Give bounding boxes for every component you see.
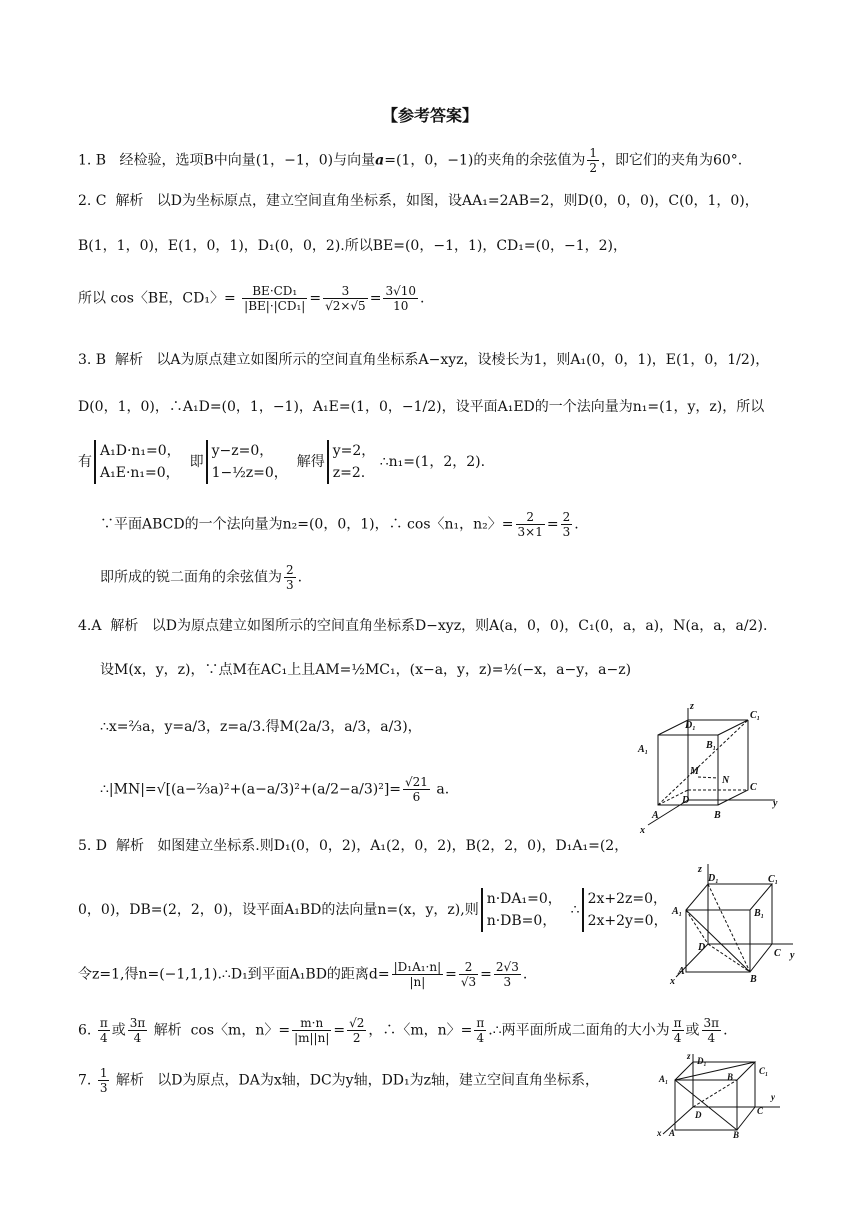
vector-a: a (375, 152, 385, 169)
answer-number: 6. (78, 1022, 92, 1039)
cube-figure-q5 (668, 862, 803, 984)
analysis-tag: 解析 (115, 352, 144, 368)
fraction: $\frac{\pi}{4}$ (99, 1016, 108, 1045)
answer-text: 经检验，选项B中向量(1，−1，0)与向量 (119, 152, 376, 169)
answer-3-line1 (78, 350, 769, 370)
svg-text:B: B (714, 810, 721, 821)
fraction: $\frac{3}{√2\times√5}$ (325, 284, 366, 313)
fraction: $\frac{2}{3}$ (562, 510, 571, 539)
equation-system: y−z=0， 1−½z=0， (206, 440, 288, 484)
answer-text: ∴n₁=(1，2，2). (379, 454, 486, 470)
svg-text:M: M (690, 766, 699, 777)
svg-text:B: B (750, 974, 757, 984)
svg-text:D₁: D₁ (685, 720, 696, 731)
svg-text:y: y (790, 950, 795, 961)
svg-text:z: z (690, 701, 694, 712)
fraction: $\frac{2√3}{3}$ (495, 960, 519, 989)
svg-text:C₁: C₁ (759, 1066, 769, 1076)
svg-text:C: C (750, 782, 757, 793)
svg-text:y: y (771, 1092, 775, 1102)
fraction: $\frac{\pi}{4}$ (673, 1016, 682, 1045)
answer-text: 以A为原点建立如图所示的空间直角坐标系A−xyz，设棱长为1，则A₁(0，0，1)，E(1，0，1/2)， (156, 352, 770, 368)
analysis-tag: 解析 (115, 193, 144, 209)
answer-2-line3: 所以 cos〈BE，CD₁〉= $\frac{\text{BE·CD₁}}{\text{|BE|·|CD₁|}}$ = $\frac{3}{√2\times√5}$ = $\frac{3√10}{10}$ . (78, 284, 425, 313)
svg-text:A₁: A₁ (638, 744, 649, 755)
fraction: $\frac{3\pi}{4}$ (129, 1016, 146, 1045)
svg-text:D: D (695, 1110, 702, 1120)
answer-6: 6. $\frac{\pi}{4}$ 或 $\frac{3\pi}{4}$ 解析 cos〈m，n〉= $\frac{m\cdot n}{|m||n|}$ = $\frac{√2}{2}$ ，∴〈m，n〉= $\frac{\pi}{4}$ .∴两平面所成二面角的大小为 $\frac{\pi}{4}$ 或 $\frac{3\pi}{4}$ . (78, 1016, 728, 1045)
analysis-tag: 解析 (153, 1022, 182, 1039)
answer-2-line1 (78, 191, 759, 211)
answer-text: 0，0)，DB=(2，2，0)，设平面A₁BD的法向量n=(x，y，z),则 (78, 902, 479, 918)
fraction: $\frac{2}{3}$ (286, 563, 294, 592)
answer-4-line2: 设M(x，y，z)，∵点M在AC₁上且AM=½MC₁，(x−a，y，z)=½(−x，a−y，a−z) (100, 662, 632, 678)
equation-system: y=2， z=2. (327, 440, 376, 484)
equation-system: n·DA₁=0， n·DB=0， (481, 888, 562, 932)
answer-text: 以D为原点，DA为x轴，DC为y轴，DD₁为z轴，建立空间直角坐标系， (157, 1072, 600, 1089)
page-title: 【参考答案】 (381, 106, 478, 125)
svg-text:B₁: B₁ (706, 740, 717, 751)
fraction: $\frac{\text{|D₁A₁·n|}}{|n|}$ (393, 960, 442, 989)
analysis-tag: 解析 (115, 1072, 144, 1089)
fraction: $\frac{\text{BE·CD₁}}{\text{|BE|·|CD₁|}}$ (244, 284, 306, 313)
svg-text:B: B (727, 1072, 734, 1082)
svg-text:x: x (670, 976, 675, 984)
answer-number: 5. D (78, 838, 108, 854)
answer-5-line2: 0，0)，DB=(2，2，0)，设平面A₁BD的法向量n=(x，y，z),则n·DA₁=0， n·DB=0， ∴2x+2z=0， 2x+2y=0， (78, 888, 668, 932)
svg-text:z: z (687, 1052, 691, 1061)
svg-text:y: y (773, 798, 778, 809)
svg-text:A₁: A₁ (659, 1074, 669, 1084)
answer-5-line3: 令z=1,得n=(−1,1,1).∴D₁到平面A₁BD的距离d= $\frac{\text{|D₁A₁·n|}}{|n|}$ = $\frac{2}{√3}$ = $\frac{2√3}{3}$ . (78, 960, 528, 989)
fraction: $\frac{3√10}{10}$ (385, 284, 416, 313)
answer-4-line3: ∴x=⅔a，y=a/3，z=a/3.得M(2a/3，a/3，a/3)， (100, 719, 422, 735)
answer-text: .∴两平面所成二面角的大小为 (488, 1022, 670, 1039)
answer-3-line2: D(0，1，0)，∴A₁D=(0，1，−1)，A₁E=(1，0，−1/2)，设平面A₁ED的一个法向量为n₁=(1，y，z)，所以 (78, 399, 765, 415)
fraction: $\frac{1}{3}$ (99, 1066, 108, 1095)
svg-text:x: x (657, 1128, 662, 1138)
svg-text:A₁: A₁ (672, 906, 683, 917)
fraction: $\frac{3\pi}{4}$ (703, 1016, 720, 1045)
answer-3-line3 (78, 440, 485, 484)
analysis-tag: 解析 (115, 838, 144, 854)
equation-system: A₁D·n₁=0， A₁E·n₁=0， (94, 440, 181, 484)
answer-number: 2. C (78, 193, 107, 209)
answer-1 (78, 146, 742, 175)
svg-text:x: x (640, 825, 645, 835)
answer-text: 令z=1,得n=(−1,1,1).∴D₁到平面A₁BD的距离d= (78, 966, 390, 983)
cube-figure-q7 (655, 1052, 790, 1138)
fraction: $\frac{1}{2}$ (589, 146, 597, 175)
answer-text: 即所成的锐二面角的余弦值为 (100, 569, 282, 586)
fraction: $\frac{√2}{2}$ (349, 1016, 365, 1045)
analysis-tag: 解析 (110, 618, 139, 634)
answer-3-line4: ∵平面ABCD的一个法向量为n₂=(0，0，1)，∴ cos〈n₁，n₂〉= $\frac{2}{3\times 1}$ = $\frac{2}{3}$ . (100, 510, 579, 539)
answer-text: ∵平面ABCD的一个法向量为n₂=(0，0，1)，∴ cos〈n₁，n₂〉= (100, 516, 514, 533)
answer-number: 7. (78, 1072, 92, 1089)
svg-text:N: N (722, 775, 730, 786)
answer-text: 以D为坐标原点，建立空间直角坐标系，如图，设AA₁=2AB=2，则D(0，0，0)，C(0，1，0)， (156, 193, 759, 209)
fraction: $\frac{2}{√3}$ (460, 960, 477, 989)
svg-text:C₁: C₁ (768, 874, 779, 885)
answer-number: 4.A (78, 618, 102, 634)
answer-3-line5: 即所成的锐二面角的余弦值为 $\frac{2}{3}$ . (100, 563, 303, 592)
cube-figure-q4 (630, 700, 785, 835)
svg-text:C: C (774, 948, 781, 959)
fraction: $\frac{√21}{6}$ (405, 775, 428, 804)
answer-text: 解得 (296, 454, 325, 470)
answer-4-line1 (78, 616, 767, 636)
svg-text:B: B (733, 1130, 740, 1138)
svg-text:C: C (757, 1106, 764, 1116)
answer-7 (78, 1066, 599, 1095)
svg-text:D₁: D₁ (697, 1056, 707, 1066)
svg-text:C₁: C₁ (750, 710, 761, 721)
answer-2-line2: B(1，1，0)，E(1，0，1)，D₁(0，0，2).所以BE=(0，−1，1)，CD₁=(0，−1，2)， (78, 238, 627, 254)
answer-text: 以D为原点建立如图所示的空间直角坐标系D−xyz，则A(a，0，0)，C₁(0，a，a)，N(a，a，a/2). (151, 618, 768, 634)
answer-text: ∴|MN|=√[(a−⅔a)²+(a−a/3)²+(a/2−a/3)²]= (100, 781, 402, 798)
svg-text:D: D (682, 795, 690, 806)
answer-text: 如图建立坐标系.则D₁(0，0，2)，A₁(2，0，2)，B(2，2，0)，D₁A₁=(2， (157, 838, 629, 854)
answer-5-line1 (78, 836, 628, 856)
svg-text:A: A (669, 1128, 676, 1138)
answer-text: =(1，0，−1)的夹角的余弦值为 (384, 152, 586, 169)
svg-text:A: A (678, 966, 685, 977)
svg-text:z: z (698, 864, 702, 875)
answer-text: ，∴〈m，n〉= (368, 1022, 473, 1039)
answer-text: 即 (189, 454, 204, 470)
equation-system: 2x+2z=0， 2x+2y=0， (582, 888, 668, 932)
svg-text:D₁: D₁ (708, 873, 719, 884)
answer-number: 1. B (78, 152, 107, 169)
svg-text:B₁: B₁ (754, 908, 765, 919)
answer-text: cos〈m，n〉= (190, 1022, 291, 1039)
fraction: $\frac{\pi}{4}$ (476, 1016, 485, 1045)
fraction: $\frac{m\cdot n}{|m||n|}$ (294, 1016, 330, 1045)
fraction: $\frac{2}{3\times 1}$ (517, 510, 543, 539)
svg-text:D: D (698, 942, 706, 953)
svg-text:A: A (652, 810, 659, 821)
answer-text: ，即它们的夹角为60°. (600, 152, 743, 169)
answer-text: 有 (78, 454, 92, 470)
answer-text: 所以 cos〈BE，CD₁〉= (78, 290, 236, 307)
answer-4-line4: ∴|MN|=√[(a−⅔a)²+(a−a/3)²+(a/2−a/3)²]= $\frac{√21}{6}$ a. (100, 775, 450, 804)
answer-number: 3. B (78, 352, 107, 368)
